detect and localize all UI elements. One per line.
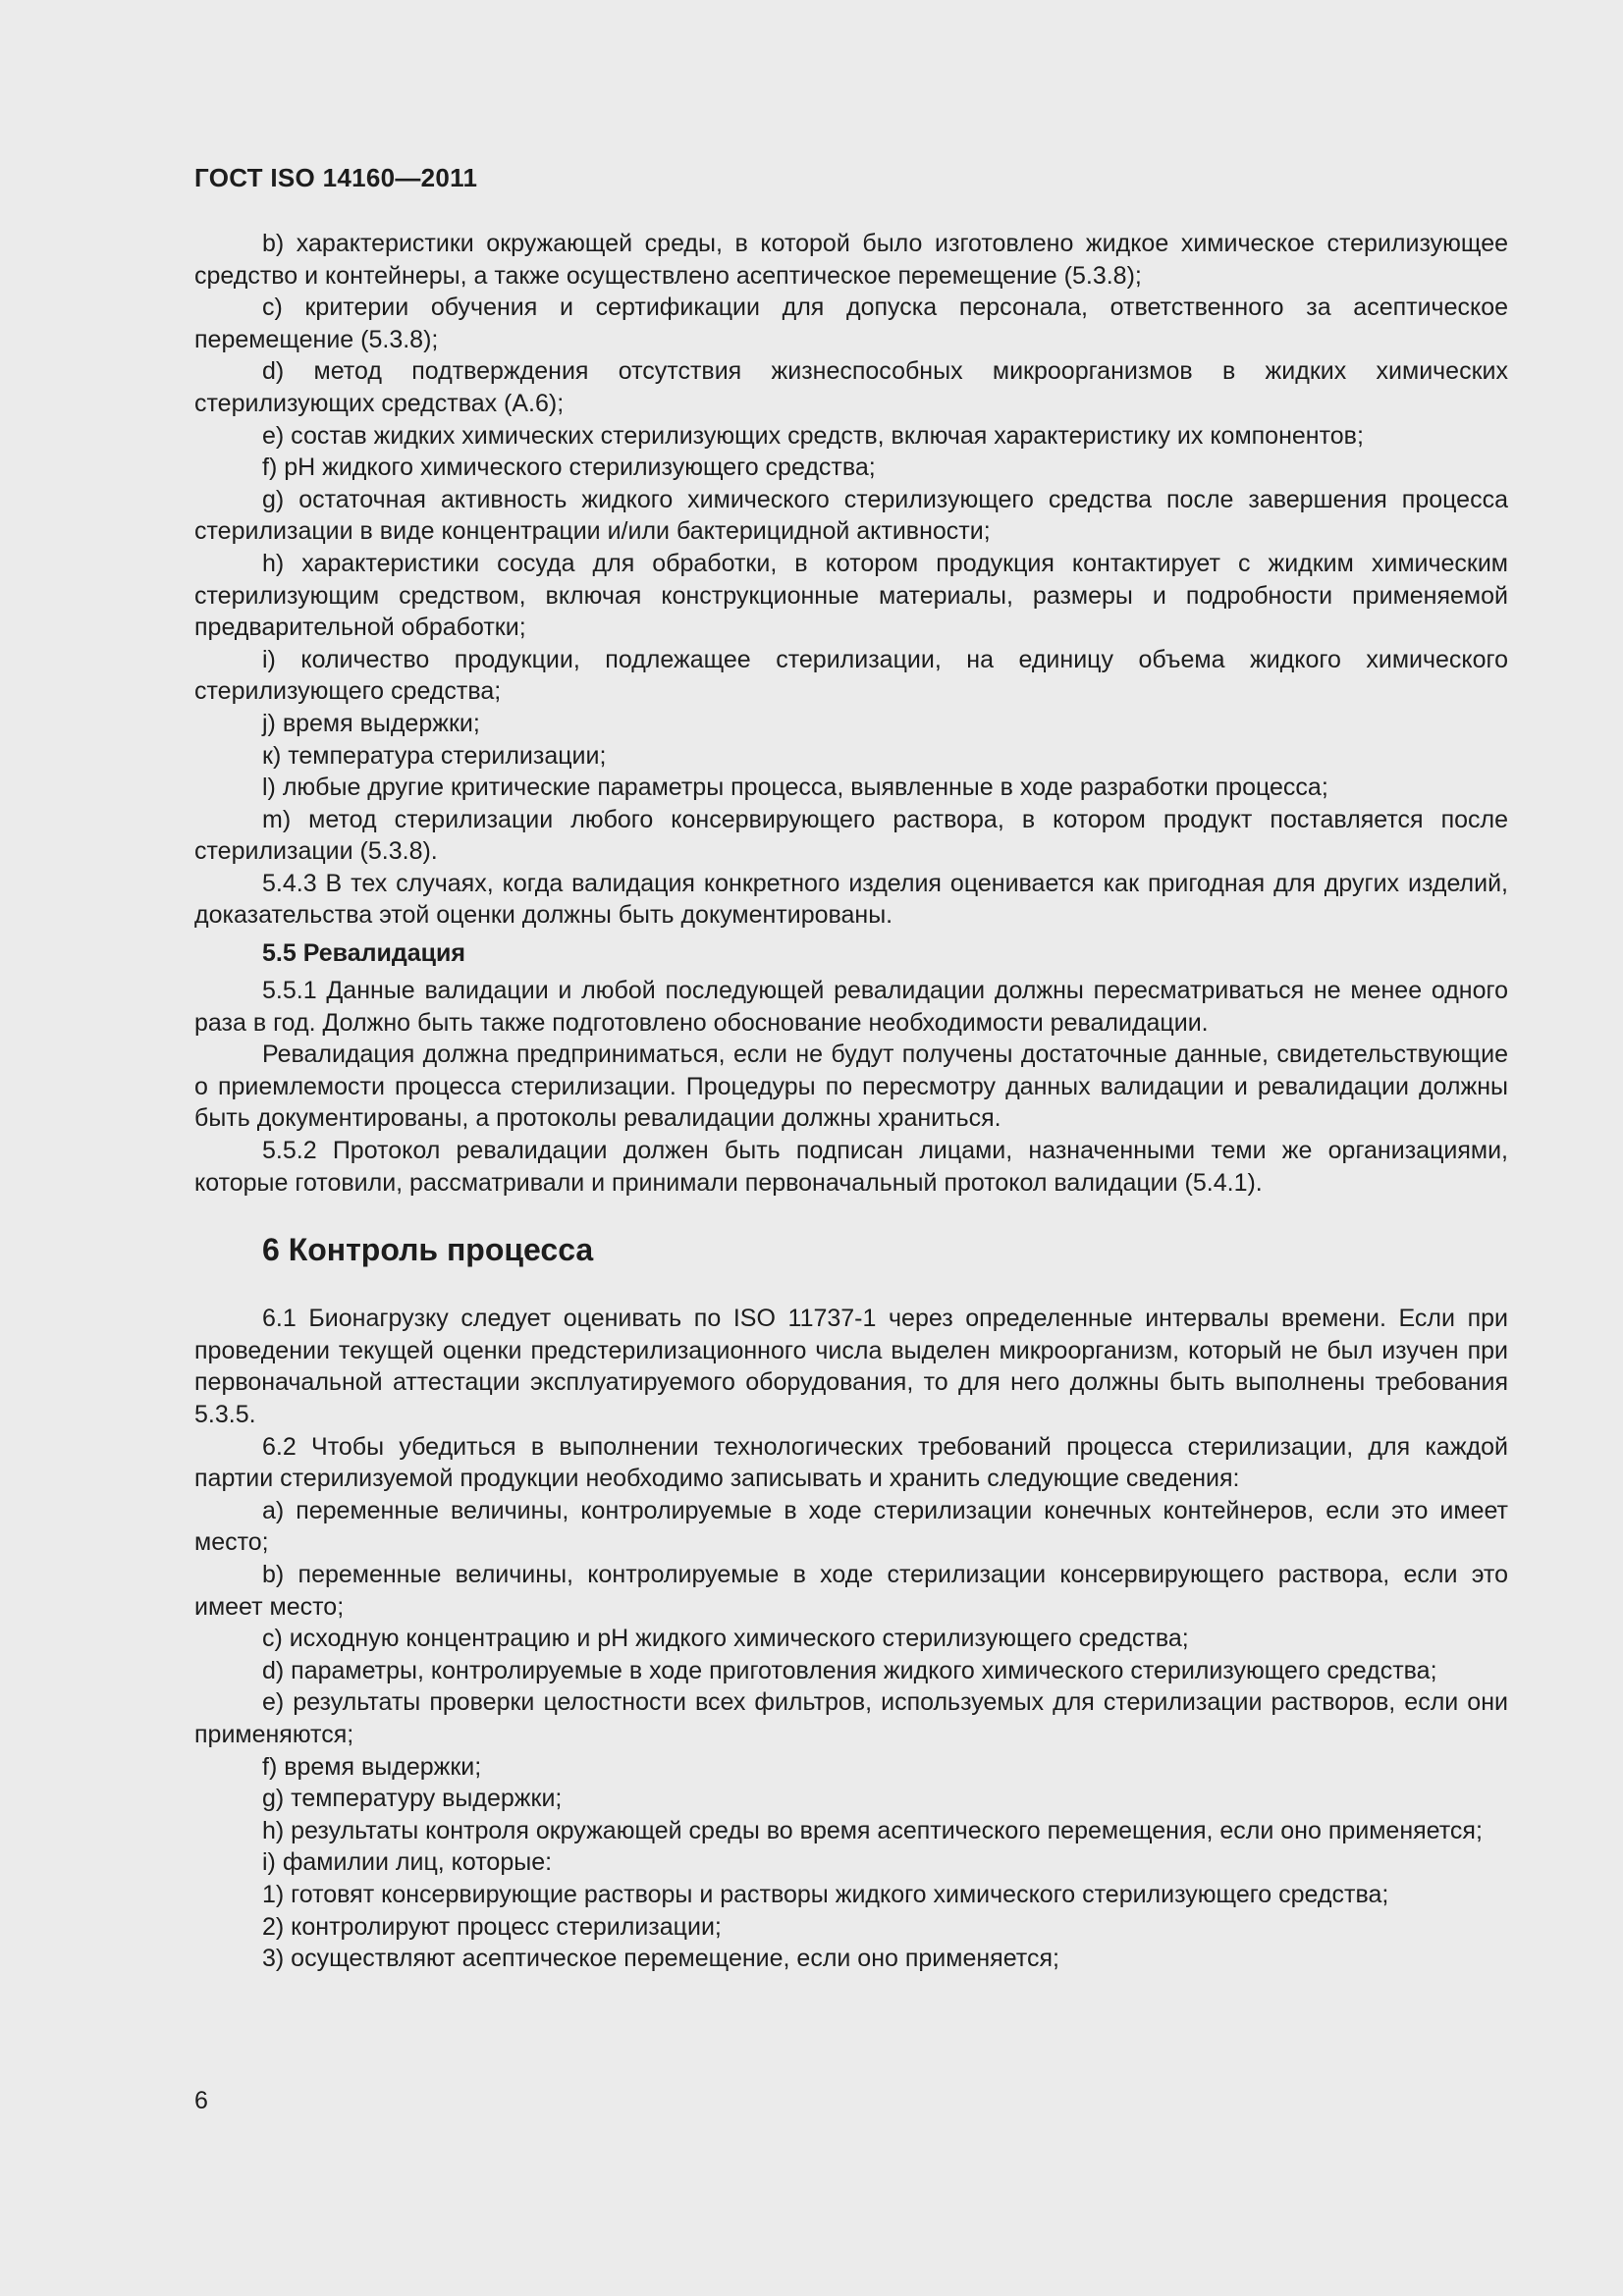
list-item-h: h) характеристики сосуда для обработки, в котором продукция контактирует с жидким химическим стерилизующим средством, включая конструкционные материалы, размеры и подробности применяемой предварительной обработки; [194,549,1508,642]
list-item-d: d) параметры, контролируемые в ходе приготовления жидкого химического стерилизующего средства; [262,1656,1437,1684]
list-item-b: b) характеристики окружающей среды, в которой было изготовлено жидкое химическое стерилизующее средство и контейнеры, а также осуществлено асептическое перемещение (5.3.8); [194,230,1508,290]
list-item-g: g) температуру выдержки; [262,1785,563,1813]
list-item-i: i) фамилии лиц, которые: [262,1848,553,1877]
section-heading-6: 6 Контроль процесса [262,1232,594,1268]
paragraph-5-5-1: 5.5.1 Данные валидации и любой последующей ревалидации должны пересматриваться не менее одного раза в год. Должно быть также подготовлено обоснование необходимости ревалидации. [194,977,1508,1037]
list-item-2: 2) контролируют процесс стерилизации; [262,1912,722,1941]
paragraph-6-1: 6.1 Бионагрузку следует оценивать по ISO 11737-1 через определенные интервалы времени. Если при проведении текущей оценки предстерилизационного числа выделен микроорганизм, который не был изучен при первоначальной аттестации эксплуатируемого оборудования, то для него должны быть выполнены требования 5.3.5. [194,1305,1508,1428]
document-body [194,228,1508,1975]
subsection-heading-5-5: 5.5 Ревалидация [262,939,465,968]
paragraph-6-2: 6.2 Чтобы убедиться в выполнении технологических требований процесса стерилизации, для каждой партии стерилизуемой продукции необходимо записывать и хранить следующие сведения: [194,1432,1508,1493]
list-item-f: f) время выдержки; [262,1752,482,1781]
list-item-i: i) количество продукции, подлежащее стерилизации, на единицу объема жидкого химического стерилизующего средства; [194,645,1508,706]
list-item-c: c) критерии обучения и сертификации для допуска персонала, ответственного за асептическое перемещение (5.3.8); [194,294,1508,353]
list-part-2 [194,975,1508,1199]
list-item-e: e) состав жидких химических стерилизующих средств, включая характеристику их компонентов; [262,421,1364,450]
list-part-3 [194,1303,1508,1974]
page-number: 6 [194,2087,208,2114]
list-item-h: h) результаты контроля окружающей среды во время асептического перемещения, если оно применяется; [262,1816,1483,1844]
list-item-b: b) переменные величины, контролируемые в ходе стерилизации консервирующего раствора, если это имеет место; [194,1560,1508,1621]
list-item-a: a) переменные величины, контролируемые в ходе стерилизации конечных контейнеров, если это имеет место; [194,1496,1508,1557]
document-header: ГОСТ ISO 14160—2011 [194,163,478,192]
list-item-1: 1) готовят консервирующие растворы и растворы жидкого химического стерилизующего средства; [262,1880,1389,1908]
list-item-3: 3) осуществляют асептическое перемещение, если оно применяется; [262,1945,1059,1973]
paragraph-revalidation: Ревалидация должна предприниматься, если не будут получены достаточные данные, свидетельствующие о приемлемости процесса стерилизации. Процедуры по пересмотру данных валидации и ревалидации должны быть документированы, а протоколы ревалидации должны храниться. [194,1041,1508,1133]
list-item-e: e) результаты проверки целостности всех фильтров, используемых для стерилизации растворов, если они применяются; [194,1688,1508,1748]
paragraph-5-4-3: 5.4.3 В тех случаях, когда валидация конкретного изделия оценивается как пригодная для других изделий, доказательства этой оценки должны быть документированы. [194,869,1508,930]
list-item-c: c) исходную концентрацию и pH жидкого химического стерилизующего средства; [262,1625,1189,1653]
list-item-m: m) метод стерилизации любого консервирующего раствора, в котором продукт поставляется после стерилизации (5.3.8). [194,805,1508,866]
list-item-g: g) остаточная активность жидкого химического стерилизующего средства после завершения процесса стерилизации в виде концентрации и/или бактерицидной активности; [194,485,1508,546]
paragraph-5-5-2: 5.5.2 Протокол ревалидации должен быть подписан лицами, назначенными теми же организациями, которые готовили, рассматривали и принимали первоначальный протокол валидации (5.4.1). [194,1137,1508,1197]
list-item-f: f) pH жидкого химического стерилизующего средства; [262,454,876,482]
list-item-l: l) любые другие критические параметры процесса, выявленные в ходе разработки процесса; [262,774,1328,802]
list-item-j: j) время выдержки; [262,709,480,737]
list-item-d: d) метод подтверждения отсутствия жизнеспособных микроорганизмов в жидких химических стерилизующих средствах (А.6); [194,357,1508,417]
list-item-k: к) температура стерилизации; [262,741,607,770]
list-part-1 [194,228,1508,932]
